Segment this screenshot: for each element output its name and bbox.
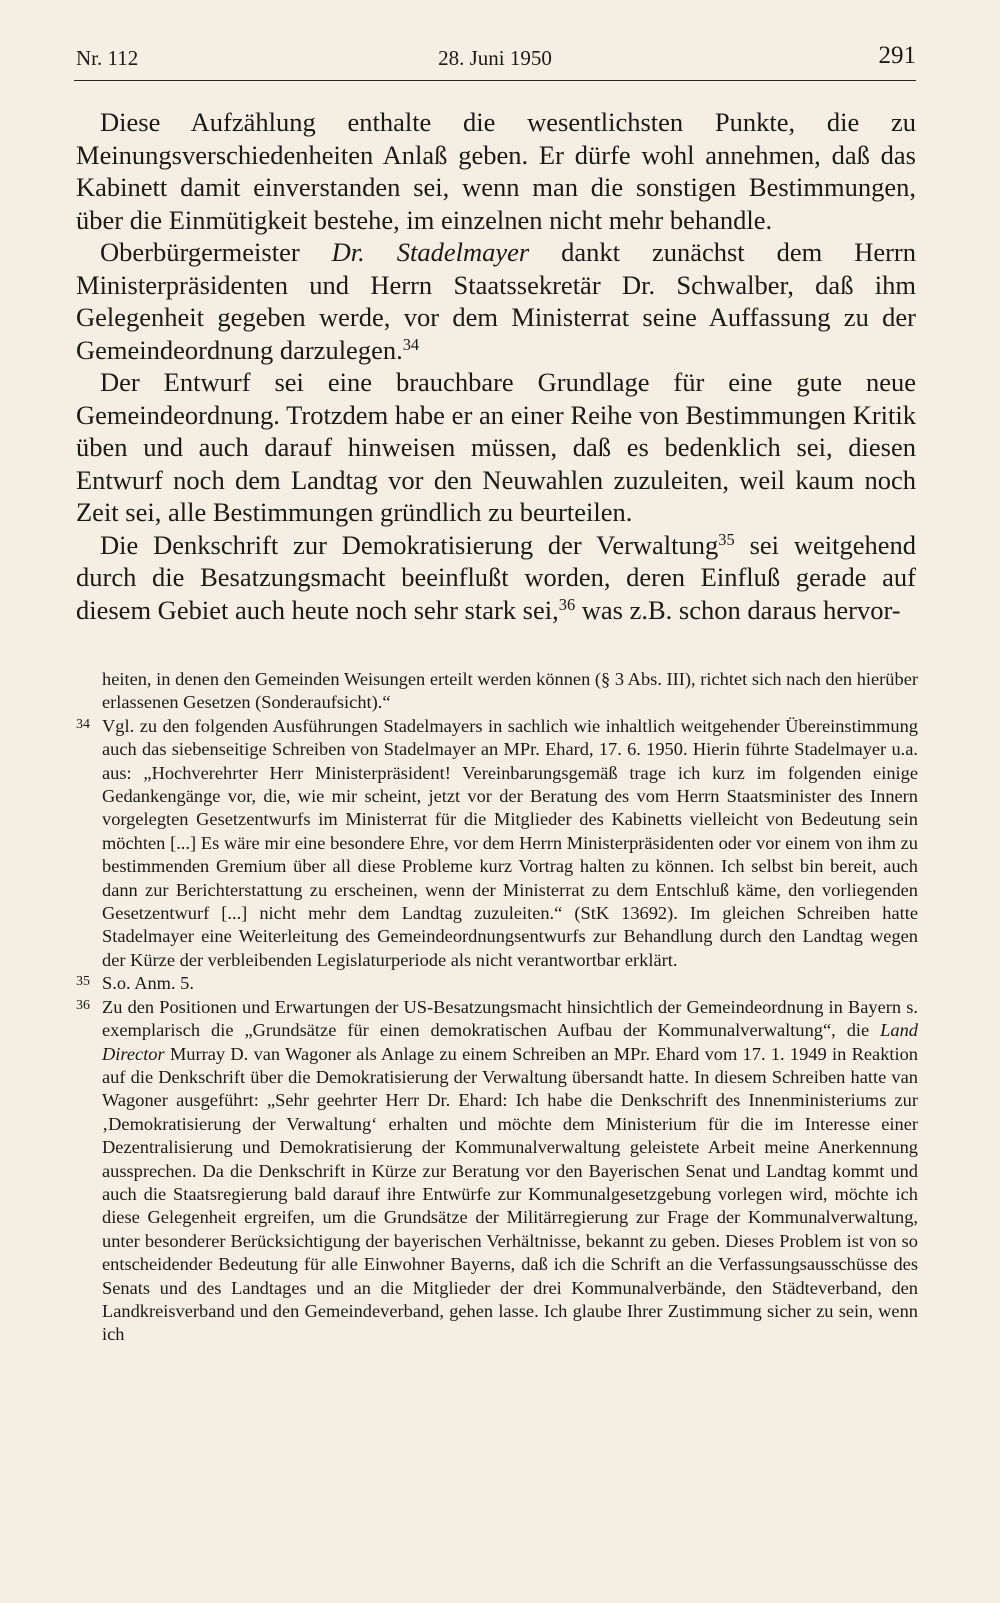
paragraph-1: Diese Aufzählung enthalte die wesentlichsten Punkte, die zu Meinungsverschiedenheiten Anlaß geben. Er dürfe wohl annehmen, daß das Kabinett damit einverstanden sei, wenn man die sonstigen Bestimmungen, über die Einmütigkeit bestehe, im einzelnen nicht mehr behandle. [76, 107, 916, 235]
paragraph-3: Der Entwurf sei eine brauchbare Grundlage für eine gute neue Gemeindeordnung. Trotzdem habe er an einer Reihe von Bestimmungen Kritik üben und auch darauf hinweisen müssen, daß es bedenklich sei, diesen Entwurf noch dem Landtag vor den Neuwahlen zuzuleiten, weil kaum noch Zeit sei, alle Bestimmungen gründlich zu beurteilen. [76, 367, 916, 527]
paragraph-2-text-b: dankt zunächst dem Herrn Ministerpräsidenten und Herrn Staatssekretär Dr. Schwalber, daß ihm Gelegenheit gegeben werde, vor dem Ministerrat seine Auffassung zu der Gemeindeordnung darzulegen. [76, 237, 916, 365]
paragraph-2 [76, 236, 916, 366]
speaker-name: Dr. Stadelmayer [331, 237, 530, 267]
running-header [74, 44, 916, 81]
footnote-36 [76, 996, 918, 1347]
paragraph-4 [76, 529, 916, 627]
footnote-text-b: Murray D. van Wagoner als Anlage zu einem Schreiben an MPr. Ehard vom 17. 1. 1949 in Reaktion auf die Denkschrift über die Demokratisierung der Verwaltung übersandt hatte. In diesem Schreiben hatte van Wagoner ausgeführt: „Sehr geehrter Herr Dr. Ehard: Ich habe die Denkschrift des Innenministeriums zur ‚Demokratisierung der Verwaltung‘ erhalten und möchte dem Ministerium für die im Interesse einer Dezentralisierung und Demokratisierung der Kommunalverwaltung geleistete Arbeit meine Anerkennung aussprechen. Da die Denkschrift in Kürze zur Beratung vor den Bayerischen Senat und Landtag kommt und auch die Staatsregierung bald darauf ihre Entwürfe zur Kommunalgesetzgebung vorlegen wird, möchte ich diese Gelegenheit ergreifen, um die Grundsätze der Militärregierung zur Frage der Kommunalverwaltung, unter besonderer Berücksichtigung der bayerischen Verhältnisse, bekannt zu geben. Dieses Problem ist von so entscheidender Bedeutung für alle Einwohner Bayerns, daß ich die Schrift an die Verfassungsausschüsse des Senats und des Landtages und an die Mitglieder der drei Kommunalverbände, den Städteverband, den Landkreisverband und den Gemeindeverband, gehen lasse. Ich glaube Ihrer Zustimmung sicher zu sein, wenn ich [102, 1043, 918, 1345]
footnote-text: S.o. Anm. 5. [102, 973, 194, 994]
footnote-text-a: Zu den Positionen und Erwartungen der US-Besatzungsmacht hinsichtlich der Gemeindeordnung in Bayern s. exemplarisch die „Grundsätze für einen demokratischen Aufbau der Kommunalverwaltung“, die [102, 996, 918, 1041]
footnote-ref-35: 35 [718, 529, 735, 549]
footnote-34 [76, 715, 918, 972]
paragraph-4-text-a: Die Denkschrift zur Demokratisierung der Verwaltung [100, 529, 719, 560]
paragraph-4-text-b: sei weitgehend durch die Besatzungsmacht beeinflußt worden, deren Einfluß gerade auf diesem Gebiet auch heute noch sehr stark sei, [76, 529, 916, 625]
footnotes [76, 668, 918, 1347]
footnote-35 [76, 972, 918, 995]
footnote-italic-title: Land Director [102, 1020, 918, 1064]
footnote-text: Vgl. zu den folgenden Ausführungen Stadelmayers in sachlich wie inhaltlich weitgehender Übereinstimmung auch das siebenseitige Schreiben von Stadelmayer an MPr. Ehard, 17. 6. 1950. Hierin führte Stadelmayer u.a. aus: „Hochverehrter Herr Ministerpräsident! Vereinbarungsgemäß trage ich kurz im folgenden einige Gedankengänge vor, die, wie mir scheint, jetzt vor der Beratung des vom Herrn Staatsminister des Innern vorgelegten Gesetzentwurfs im Ministerrat für die Mitglieder des Kabinetts vielleicht von Bedeutung sein möchten [...] Es wäre mir eine besondere Ehre, vor dem Herrn Ministerpräsidenten oder vor einem von ihm zu bestimmenden Gremium über all diese Probleme kurz Vortrag halten zu können. Ich selbst bin bereit, auch dann zur Berichterstattung zu erscheinen, wenn der Ministerrat zu dem Entschluß käme, den vorliegenden Gesetzentwurf [...] nicht mehr dem Landtag zuzuleiten.“ (StK 13692). Im gleichen Schreiben hatte Stadelmayer eine Weiterleitung des Gemeindeordnungsentwurfs zur Behandlung durch den Landtag wegen der Kürze der verbleibenden Legislaturperiode als nicht verantwortbar erklärt. [102, 715, 918, 970]
footnote-number: 34 [76, 716, 90, 732]
main-text [76, 106, 916, 626]
paragraph-4-text-c: was z.B. schon daraus hervor- [575, 594, 901, 625]
footnote-number: 35 [76, 974, 90, 990]
document-number: Nr. 112 [76, 46, 139, 70]
header-date: 28. Juni 1950 [438, 46, 552, 70]
paragraph-2-text-a: Oberbürgermeister [100, 237, 332, 267]
footnote-continuation: heiten, in denen den Gemeinden Weisungen erteilt werden können (§ 3 Abs. III), richtet sich nach den hierüber erlassenen Gesetzen (Sonderaufsicht).“ [102, 669, 918, 713]
page-number: 291 [878, 42, 916, 69]
footnote-number: 36 [76, 997, 90, 1013]
footnote-ref-34: 34 [402, 334, 420, 354]
footnote-ref-36: 36 [558, 594, 576, 614]
